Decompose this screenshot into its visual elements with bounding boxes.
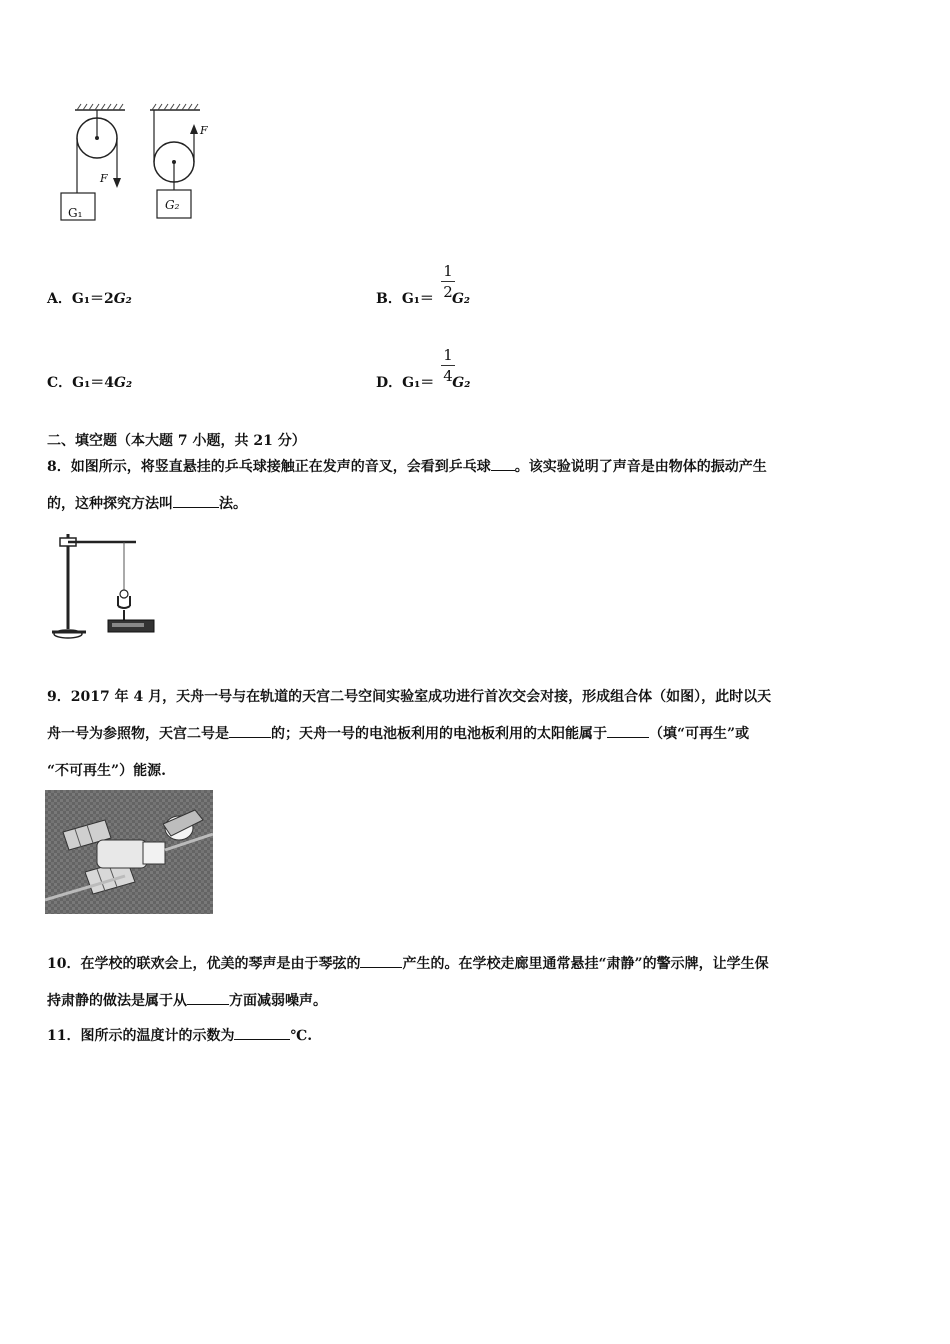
answer-blank[interactable] — [229, 723, 271, 738]
fraction-numerator: 1 — [443, 262, 453, 280]
q9-text: 的；天舟一号的电池板利用的电池板利用的太阳能属于 — [271, 726, 607, 742]
g2-label: G₂ — [165, 198, 180, 212]
answer-blank[interactable] — [234, 1025, 290, 1040]
choice-lhs: G₁＝ — [402, 375, 435, 391]
question-8-line-2 — [47, 493, 247, 513]
force-label-left: F — [100, 172, 108, 185]
q8-text: 8．如图所示，将竖直悬挂的乒乓球接触正在发声的音叉，会看到乒乓球 — [47, 459, 491, 475]
choice-rhs: G₂ — [114, 375, 133, 391]
q8-text: 。该实验说明了声音是由物体的振动产生 — [514, 459, 767, 475]
fraction-numerator: 1 — [443, 346, 453, 364]
q10-text: 产生的。在学校走廊里通常悬挂“肃静”的警示牌，让学生保 — [402, 956, 769, 972]
fraction-d — [441, 346, 455, 385]
q10-text: 方面减弱噪声。 — [229, 993, 327, 1009]
question-9-line-2 — [47, 723, 749, 743]
answer-blank[interactable] — [173, 493, 219, 508]
q9-text: 舟一号为参照物，天宫二号是 — [47, 726, 229, 742]
answer-blank[interactable] — [187, 990, 229, 1005]
choice-letter: D． — [376, 375, 403, 391]
choice-lhs: G₁＝4 — [72, 375, 114, 391]
choice-c — [47, 372, 132, 392]
choice-letter: C． — [47, 375, 73, 391]
choice-rhs: G₂ — [113, 291, 132, 307]
q8-text: 法。 — [219, 496, 247, 512]
g1-label: G₁ — [68, 206, 83, 220]
question-10-line-1 — [47, 953, 769, 973]
choice-a — [47, 288, 132, 308]
question-10-line-2 — [47, 990, 327, 1010]
q11-text: 11．图所示的温度计的示数为 — [47, 1028, 235, 1044]
choice-b — [376, 288, 470, 308]
choice-rhs: G₂ — [451, 291, 471, 307]
fraction-denominator: 2 — [443, 283, 453, 301]
choice-lhs: G₁＝ — [401, 291, 434, 307]
question-9-line-1: 9．2017 年 4 月，天舟一号与在轨道的天宫二号空间实验室成功进行首次交会对接，形成组合体（如图），此时以天 — [47, 689, 772, 705]
tuning-fork-figure — [46, 524, 171, 644]
force-label-right: F — [200, 124, 208, 137]
q9-text: （填“可再生”或 — [649, 726, 750, 742]
answer-blank[interactable] — [491, 456, 515, 471]
choice-lhs: G₁＝2 — [71, 291, 114, 307]
question-11 — [47, 1025, 312, 1045]
q8-text: 的，这种探究方法叫 — [47, 496, 173, 512]
q10-text: 持肃静的做法是属于从 — [47, 993, 187, 1009]
choice-d — [376, 372, 470, 392]
question-9-line-3: “不可再生”）能源. — [47, 763, 166, 779]
section-title: 二、填空题（本大题 7 小题，共 21 分） — [47, 433, 306, 449]
fraction-b — [441, 262, 455, 301]
answer-blank[interactable] — [607, 723, 649, 738]
choice-letter: B． — [376, 291, 402, 307]
q10-text: 10．在学校的联欢会上，优美的琴声是由于琴弦的 — [47, 956, 361, 972]
fraction-denominator: 4 — [443, 367, 453, 385]
spacecraft-photo — [45, 790, 213, 914]
q11-text: ℃. — [290, 1028, 313, 1044]
question-8-line-1 — [47, 456, 767, 476]
choice-rhs: G₂ — [452, 375, 471, 391]
choice-letter: A． — [47, 291, 72, 307]
answer-blank[interactable] — [360, 953, 402, 968]
